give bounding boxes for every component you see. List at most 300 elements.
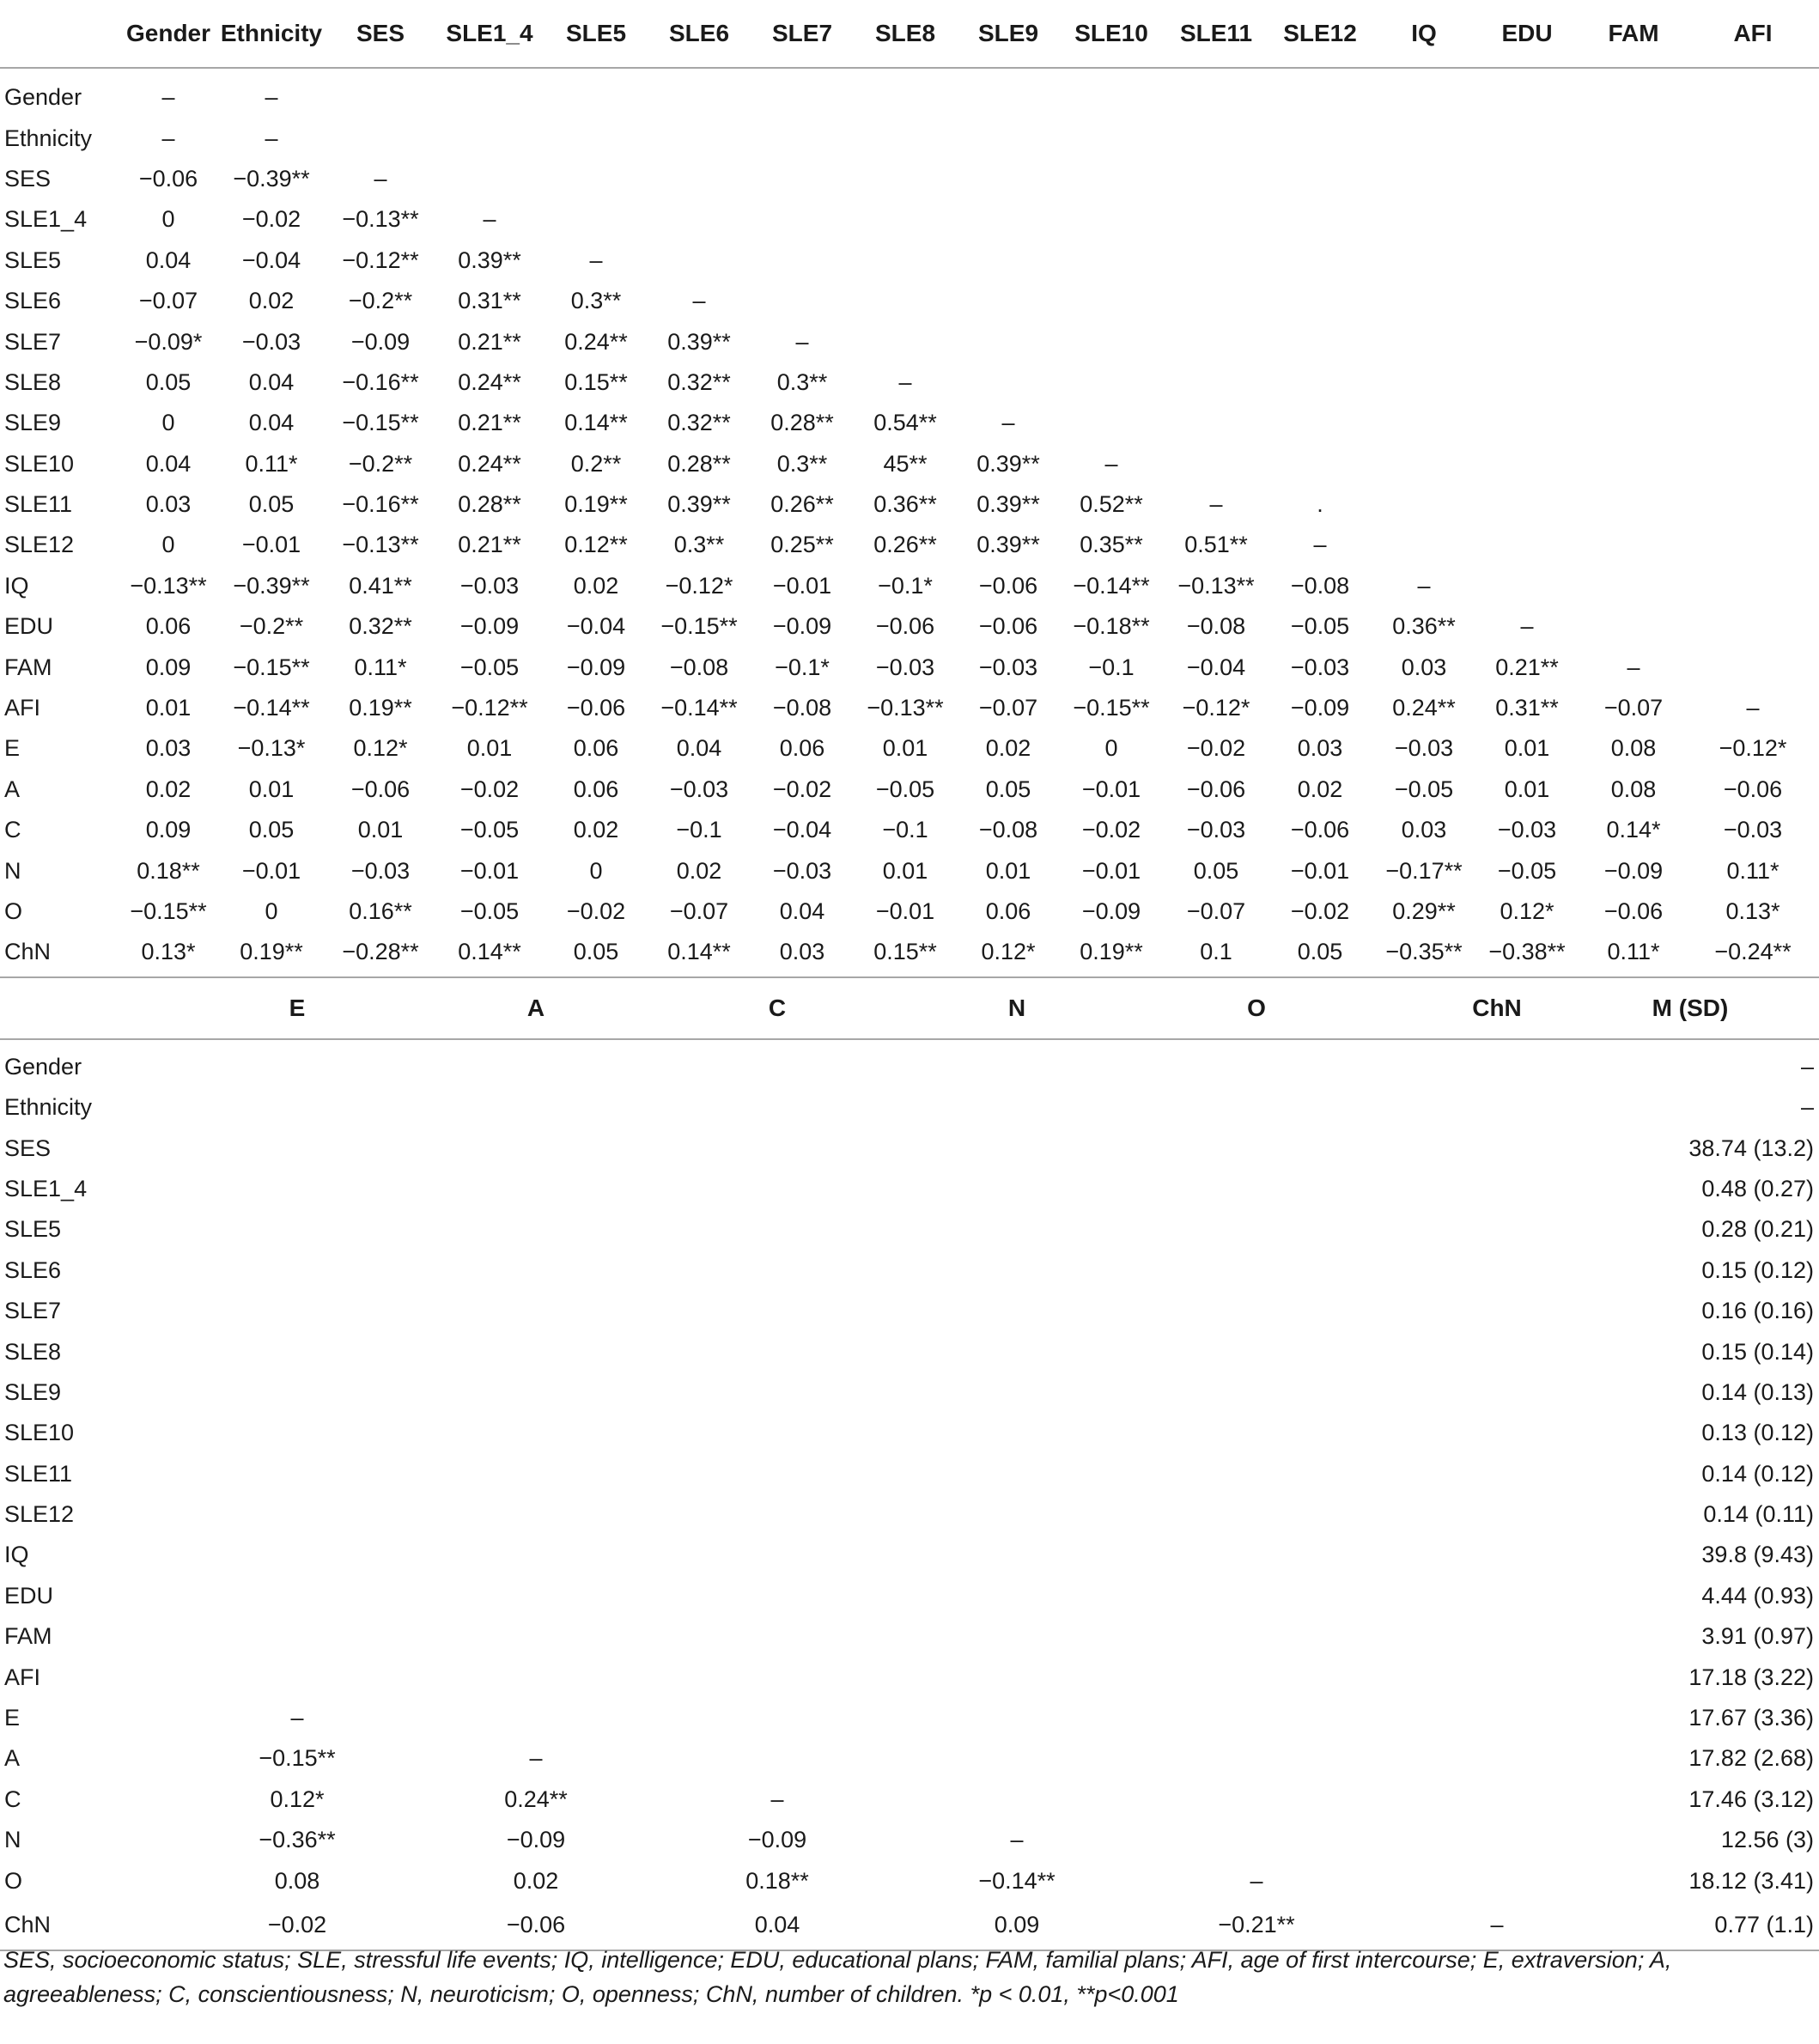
correlation-cell: −0.03 xyxy=(241,328,301,355)
correlation-cell xyxy=(1374,321,1474,362)
correlation-cell xyxy=(953,1616,1080,1657)
table-row xyxy=(0,810,1819,850)
correlation-cell xyxy=(1080,1576,1433,1616)
correlation-cell xyxy=(1166,362,1266,403)
correlation-cell xyxy=(548,199,644,240)
correlation-cell: 0 xyxy=(161,206,175,233)
correlation-cell: 0.32** xyxy=(349,613,412,640)
table-row xyxy=(0,1616,1819,1657)
correlation-cell xyxy=(1474,403,1580,443)
correlation-cell xyxy=(1433,1820,1561,1860)
correlation-cell: −0.08 xyxy=(978,817,1038,843)
correlation-cell: −0.06 xyxy=(138,165,198,192)
correlation-cell: −0.13** xyxy=(130,572,207,599)
correlation-cell: 0.21** xyxy=(458,410,521,436)
correlation-cell xyxy=(953,1128,1080,1168)
row-label: A xyxy=(4,776,21,802)
mean-sd-cell: 0.16 (0.16) xyxy=(1701,1298,1814,1324)
correlation-cell xyxy=(124,1413,471,1453)
correlation-cell xyxy=(1080,1331,1433,1372)
correlation-cell xyxy=(601,1657,953,1697)
correlation-cell: −0.05 xyxy=(459,898,520,924)
correlation-cell xyxy=(548,159,644,199)
correlation-cell: −0.2** xyxy=(348,450,413,477)
correlation-cell xyxy=(1687,444,1819,484)
row-label: Gender xyxy=(4,1053,82,1080)
correlation-cell: 0.02 xyxy=(573,817,619,843)
correlation-cell xyxy=(1687,606,1819,647)
correlation-cell xyxy=(124,1250,471,1291)
top-table-body xyxy=(0,68,1819,976)
correlation-cell xyxy=(1056,118,1166,158)
correlation-cell xyxy=(1433,1616,1561,1657)
correlation-cell xyxy=(1580,606,1687,647)
correlation-cell: 0.05 xyxy=(145,368,192,395)
row-label: SLE8 xyxy=(4,1338,62,1365)
correlation-cell: – xyxy=(795,328,809,355)
correlation-cell xyxy=(1687,647,1819,687)
correlation-cell: – xyxy=(374,165,387,192)
correlation-cell xyxy=(1474,281,1580,321)
correlation-cell: 0.51** xyxy=(1184,532,1248,558)
correlation-cell xyxy=(1166,118,1266,158)
column-header-variable xyxy=(0,977,124,1039)
table-row xyxy=(0,159,1819,199)
correlation-cell: 0.36** xyxy=(873,491,937,518)
correlation-cell: 0.01 xyxy=(882,735,928,762)
correlation-cell: – xyxy=(265,84,278,111)
correlation-cell xyxy=(1266,118,1374,158)
correlation-cell: – xyxy=(290,1705,304,1731)
correlation-cell xyxy=(1433,1779,1561,1820)
correlation-cell: −0.2** xyxy=(239,613,304,640)
correlation-cell: 0.11* xyxy=(1607,939,1660,965)
mean-sd-cell: 0.15 (0.12) xyxy=(1701,1256,1814,1283)
correlation-cell: −0.05 xyxy=(875,776,935,802)
correlation-cell: −0.12* xyxy=(1719,735,1787,762)
row-label: A xyxy=(4,1745,21,1772)
correlation-cell: −0.03 xyxy=(1186,817,1246,843)
correlation-cell: 0.26** xyxy=(770,491,834,518)
correlation-cell xyxy=(1433,1738,1561,1779)
correlation-cell xyxy=(850,159,960,199)
correlation-cell: −0.01 xyxy=(1081,857,1141,884)
correlation-table-top xyxy=(0,0,1819,976)
correlation-cell xyxy=(1266,281,1374,321)
correlation-cell xyxy=(1266,199,1374,240)
correlation-cell xyxy=(1474,199,1580,240)
correlation-cell xyxy=(1687,403,1819,443)
correlation-cell xyxy=(1580,321,1687,362)
correlation-cell: 0.1 xyxy=(1200,939,1232,965)
correlation-cell: −0.08 xyxy=(669,654,729,680)
correlation-cell xyxy=(1580,281,1687,321)
correlation-cell xyxy=(850,281,960,321)
correlation-cell xyxy=(601,1698,953,1738)
correlation-cell xyxy=(601,1616,953,1657)
correlation-cell: −0.06 xyxy=(566,695,626,721)
correlation-cell: 0.03 xyxy=(1401,817,1447,843)
row-label: SLE9 xyxy=(4,410,62,436)
correlation-cell: – xyxy=(770,1785,784,1812)
correlation-cell: −0.01 xyxy=(1290,857,1350,884)
correlation-cell: – xyxy=(161,125,175,151)
correlation-cell: 0.02 xyxy=(573,572,619,599)
correlation-cell: 0.12** xyxy=(564,532,628,558)
correlation-cell: 0.11* xyxy=(354,654,407,680)
correlation-cell xyxy=(1474,566,1580,606)
correlation-cell: 0.24** xyxy=(458,450,521,477)
correlation-cell xyxy=(124,1128,471,1168)
correlation-cell xyxy=(953,1331,1080,1372)
correlation-cell: 0.39** xyxy=(667,491,731,518)
correlation-cell: −0.07 xyxy=(978,695,1038,721)
correlation-cell: −0.13** xyxy=(867,695,944,721)
correlation-cell: 0.19** xyxy=(240,939,303,965)
table-row xyxy=(0,1657,1819,1697)
correlation-cell xyxy=(1166,281,1266,321)
table-row xyxy=(0,1820,1819,1860)
correlation-cell xyxy=(1080,1779,1433,1820)
row-label: SLE12 xyxy=(4,532,75,558)
correlation-cell: −0.01 xyxy=(241,532,301,558)
correlation-cell: 0.14** xyxy=(564,410,628,436)
correlation-cell: 0.3** xyxy=(673,532,725,558)
correlation-cell: 0.15** xyxy=(873,939,937,965)
correlation-cell xyxy=(601,1291,953,1331)
correlation-cell xyxy=(754,199,850,240)
correlation-cell xyxy=(601,1454,953,1494)
correlation-cell: 0.02 xyxy=(676,857,722,884)
correlation-cell xyxy=(953,1372,1080,1413)
bottom-table-body xyxy=(0,1039,1819,1950)
correlation-cell: 0.18** xyxy=(137,857,200,884)
correlation-cell xyxy=(953,1454,1080,1494)
correlation-cell xyxy=(471,1169,601,1209)
row-label: SLE8 xyxy=(4,368,62,395)
correlation-cell: 0.04 xyxy=(145,450,192,477)
correlation-cell xyxy=(953,1087,1080,1128)
correlation-cell: −0.01 xyxy=(1081,776,1141,802)
row-label: FAM xyxy=(4,1623,52,1650)
correlation-cell xyxy=(1374,159,1474,199)
correlation-cell: −0.02 xyxy=(241,206,301,233)
correlation-cell xyxy=(1080,1291,1433,1331)
column-header-sle6: SLE6 xyxy=(644,0,754,68)
correlation-cell: −0.14** xyxy=(1073,572,1150,599)
correlation-cell xyxy=(1433,1169,1561,1209)
correlation-cell: 0.28** xyxy=(458,491,521,518)
correlation-cell: 0.06 xyxy=(985,898,1031,924)
table-row xyxy=(0,1454,1819,1494)
row-label: SLE1_4 xyxy=(4,206,88,233)
correlation-cell: 0.25** xyxy=(770,532,834,558)
table-row xyxy=(0,891,1819,932)
correlation-cell: −0.08 xyxy=(1290,572,1350,599)
correlation-cell xyxy=(1056,403,1166,443)
correlation-cell xyxy=(601,1331,953,1372)
column-header-fam: FAM xyxy=(1580,0,1687,68)
correlation-cell: – xyxy=(1209,491,1223,518)
correlation-cell: −0.05 xyxy=(1394,776,1454,802)
row-label: AFI xyxy=(4,1664,41,1690)
correlation-cell xyxy=(1080,1413,1433,1453)
correlation-cell xyxy=(124,1535,471,1575)
correlation-cell xyxy=(1687,321,1819,362)
correlation-cell xyxy=(601,1169,953,1209)
correlation-cell: – xyxy=(692,288,706,314)
correlation-cell: −0.01 xyxy=(772,572,832,599)
correlation-cell: −0.12** xyxy=(342,246,419,273)
correlation-cell xyxy=(1080,1820,1433,1860)
correlation-cell: 0.16** xyxy=(349,898,412,924)
table-row xyxy=(0,1779,1819,1820)
correlation-cell: 0.32** xyxy=(667,410,731,436)
table-row xyxy=(0,1169,1819,1209)
table-row xyxy=(0,1209,1819,1250)
correlation-cell: 0.06 xyxy=(779,735,825,762)
correlation-cell xyxy=(1266,68,1374,118)
correlation-cell xyxy=(471,1616,601,1657)
table-row xyxy=(0,1087,1819,1128)
correlation-cell: −0.14** xyxy=(233,695,310,721)
correlation-cell: 0.09 xyxy=(953,1901,1080,1950)
correlation-cell xyxy=(1056,362,1166,403)
mean-sd-cell: 0.13 (0.12) xyxy=(1701,1420,1814,1446)
correlation-cell xyxy=(471,1698,601,1738)
correlation-cell xyxy=(1580,159,1687,199)
correlation-cell xyxy=(1433,1209,1561,1250)
correlation-cell: −0.05 xyxy=(459,654,520,680)
correlation-cell xyxy=(1474,159,1580,199)
correlation-cell: – xyxy=(1104,450,1118,477)
correlation-cell xyxy=(1580,362,1687,403)
mean-sd-cell: 0.14 (0.11) xyxy=(1703,1501,1814,1528)
correlation-cell xyxy=(960,281,1056,321)
correlation-cell xyxy=(953,1738,1080,1779)
correlation-cell xyxy=(601,1128,953,1168)
correlation-cell: −0.09 xyxy=(1290,695,1350,721)
correlation-cell: 0.2** xyxy=(570,450,622,477)
correlation-cell xyxy=(1166,321,1266,362)
row-label: Ethnicity xyxy=(4,1094,93,1121)
correlation-cell: 0.03 xyxy=(1297,735,1343,762)
correlation-cell: 0.39** xyxy=(976,532,1040,558)
table-row xyxy=(0,728,1819,769)
row-label: EDU xyxy=(4,1582,54,1609)
table-row xyxy=(0,444,1819,484)
correlation-cell xyxy=(124,1494,471,1535)
correlation-cell: 0.31** xyxy=(1495,695,1559,721)
table-row xyxy=(0,566,1819,606)
correlation-cell xyxy=(1166,403,1266,443)
correlation-cell xyxy=(1374,525,1474,565)
correlation-cell xyxy=(960,68,1056,118)
correlation-cell: −0.09 xyxy=(772,613,832,640)
correlation-cell xyxy=(471,1039,601,1087)
row-label: SLE11 xyxy=(4,491,73,518)
correlation-cell xyxy=(644,240,754,281)
correlation-cell: 0.03 xyxy=(779,939,825,965)
correlation-cell xyxy=(754,118,850,158)
row-label: SLE7 xyxy=(4,1298,62,1324)
correlation-cell: −0.06 xyxy=(978,572,1038,599)
table-row xyxy=(0,1331,1819,1372)
correlation-cell: 0.26** xyxy=(873,532,937,558)
correlation-cell: −0.24** xyxy=(1714,939,1792,965)
correlation-cell: 0.12* xyxy=(981,939,1036,965)
table-footnote: SES, socioeconomic status; SLE, stressful life events; IQ, intelligence; EDU, educational plans; FAM, familial plans; AFI, age of first intercourse; E, extraversion; A, agreeableness; C, conscientiousness; N, neuroticism; O, openness; ChN, number of children. *p < 0.01, **p<0.001 xyxy=(3,1947,1672,2007)
correlation-cell xyxy=(1080,1169,1433,1209)
correlation-cell xyxy=(1266,444,1374,484)
correlation-cell xyxy=(953,1169,1080,1209)
correlation-cell: −0.06 xyxy=(1186,776,1246,802)
correlation-cell: 0.01 xyxy=(357,817,404,843)
correlation-cell: −0.15** xyxy=(1073,695,1150,721)
correlation-cell xyxy=(754,159,850,199)
table-row xyxy=(0,1250,1819,1291)
correlation-cell xyxy=(124,1169,471,1209)
correlation-cell xyxy=(1687,159,1819,199)
correlation-cell: 0.03 xyxy=(1401,654,1447,680)
correlation-cell xyxy=(1056,159,1166,199)
correlation-cell: −0.04 xyxy=(1186,654,1246,680)
table-row xyxy=(0,1039,1819,1087)
correlation-cell xyxy=(953,1494,1080,1535)
correlation-cell xyxy=(124,1657,471,1697)
correlation-cell xyxy=(1433,1454,1561,1494)
table-row xyxy=(0,1494,1819,1535)
row-label: AFI xyxy=(4,695,41,721)
correlation-cell xyxy=(1080,1250,1433,1291)
correlation-cell xyxy=(124,1291,471,1331)
mean-sd-cell: 4.44 (0.93) xyxy=(1701,1582,1814,1609)
correlation-cell xyxy=(124,1372,471,1413)
column-header-sle8: SLE8 xyxy=(850,0,960,68)
correlation-cell xyxy=(1580,118,1687,158)
row-label: SLE5 xyxy=(4,1216,62,1243)
correlation-cell xyxy=(1080,1209,1433,1250)
correlation-cell xyxy=(471,1657,601,1697)
correlation-cell: −0.03 xyxy=(978,654,1038,680)
column-header-sle10: SLE10 xyxy=(1056,0,1166,68)
table-row xyxy=(0,1535,1819,1575)
correlation-cell: – xyxy=(1250,1867,1263,1894)
correlation-cell: 0.13* xyxy=(141,939,196,965)
correlation-cell: −0.15** xyxy=(130,898,207,924)
correlation-cell: 0.36** xyxy=(1392,613,1456,640)
correlation-cell xyxy=(1474,118,1580,158)
correlation-cell xyxy=(1687,566,1819,606)
correlation-cell: 0.04 xyxy=(779,898,825,924)
correlation-cell xyxy=(431,159,548,199)
correlation-cell: −0.03 xyxy=(669,776,729,802)
correlation-cell xyxy=(1580,403,1687,443)
correlation-cell xyxy=(1687,484,1819,525)
mean-sd-cell: 0.28 (0.21) xyxy=(1701,1216,1814,1243)
correlation-cell: 0.19** xyxy=(564,491,628,518)
correlation-cell xyxy=(431,68,548,118)
correlation-cell xyxy=(1266,403,1374,443)
correlation-cell: 0 xyxy=(161,410,175,436)
correlation-cell xyxy=(960,159,1056,199)
correlation-cell: 0.01 xyxy=(1504,776,1550,802)
correlation-cell: −0.03 xyxy=(1723,817,1783,843)
correlation-cell: 0.31** xyxy=(458,288,521,314)
correlation-cell: −0.06 xyxy=(1603,898,1664,924)
correlation-cell xyxy=(601,1372,953,1413)
correlation-cell xyxy=(1474,444,1580,484)
correlation-cell: 0.29** xyxy=(1392,898,1456,924)
correlation-cell xyxy=(471,1576,601,1616)
column-header-gender: Gender xyxy=(124,0,213,68)
row-label: FAM xyxy=(4,654,52,680)
row-label: IQ xyxy=(4,572,29,599)
correlation-cell: 0.05 xyxy=(1297,939,1343,965)
correlation-cell xyxy=(471,1087,601,1128)
correlation-cell xyxy=(1080,1698,1433,1738)
correlation-cell xyxy=(1433,1535,1561,1575)
correlation-cell xyxy=(471,1331,601,1372)
correlation-cell: −0.04 xyxy=(566,613,626,640)
correlation-cell xyxy=(471,1372,601,1413)
correlation-cell xyxy=(471,1209,601,1250)
correlation-cell: −0.09 xyxy=(506,1827,566,1853)
correlation-cell xyxy=(1080,1535,1433,1575)
correlation-cell: −0.04 xyxy=(241,246,301,273)
correlation-cell xyxy=(1056,321,1166,362)
row-label: C xyxy=(4,1785,21,1812)
correlation-cell: 0.02 xyxy=(1297,776,1343,802)
correlation-cell: – xyxy=(1001,410,1015,436)
correlation-cell xyxy=(644,199,754,240)
correlation-cell: −0.02 xyxy=(1186,735,1246,762)
correlation-cell xyxy=(850,199,960,240)
column-header-sle5: SLE5 xyxy=(548,0,644,68)
correlation-table-bottom xyxy=(0,976,1819,1951)
row-label: SES xyxy=(4,165,52,192)
row-label: SLE11 xyxy=(4,1460,73,1487)
correlation-cell: 45** xyxy=(883,450,928,477)
table-row xyxy=(0,484,1819,525)
correlation-cell xyxy=(1474,362,1580,403)
row-label: SLE1_4 xyxy=(4,1175,88,1201)
correlation-cell: −0.35** xyxy=(1385,939,1463,965)
mean-sd-cell: 0.15 (0.14) xyxy=(1701,1338,1814,1365)
correlation-cell: 0.02 xyxy=(248,288,295,314)
row-label: ChN xyxy=(4,939,52,965)
correlation-cell xyxy=(1056,199,1166,240)
table-row xyxy=(0,403,1819,443)
correlation-cell xyxy=(953,1698,1080,1738)
correlation-cell xyxy=(471,1413,601,1453)
correlation-cell xyxy=(1080,1657,1433,1697)
top-table-header-row xyxy=(0,0,1819,68)
mean-sd-cell: 0.77 (1.1) xyxy=(1561,1901,1819,1950)
correlation-cell: −0.2** xyxy=(348,288,413,314)
correlation-cell: 0.28** xyxy=(770,410,834,436)
column-header-chn: ChN xyxy=(1433,977,1561,1039)
correlation-cell xyxy=(1080,1039,1433,1087)
column-header-edu: EDU xyxy=(1474,0,1580,68)
bottom-table-header-row xyxy=(0,977,1819,1039)
correlation-cell: 0.39** xyxy=(667,328,731,355)
column-header-c: C xyxy=(601,977,953,1039)
correlation-cell: 0.12* xyxy=(1500,898,1554,924)
correlation-cell xyxy=(960,118,1056,158)
correlation-cell xyxy=(1580,68,1687,118)
correlation-cell xyxy=(330,118,431,158)
